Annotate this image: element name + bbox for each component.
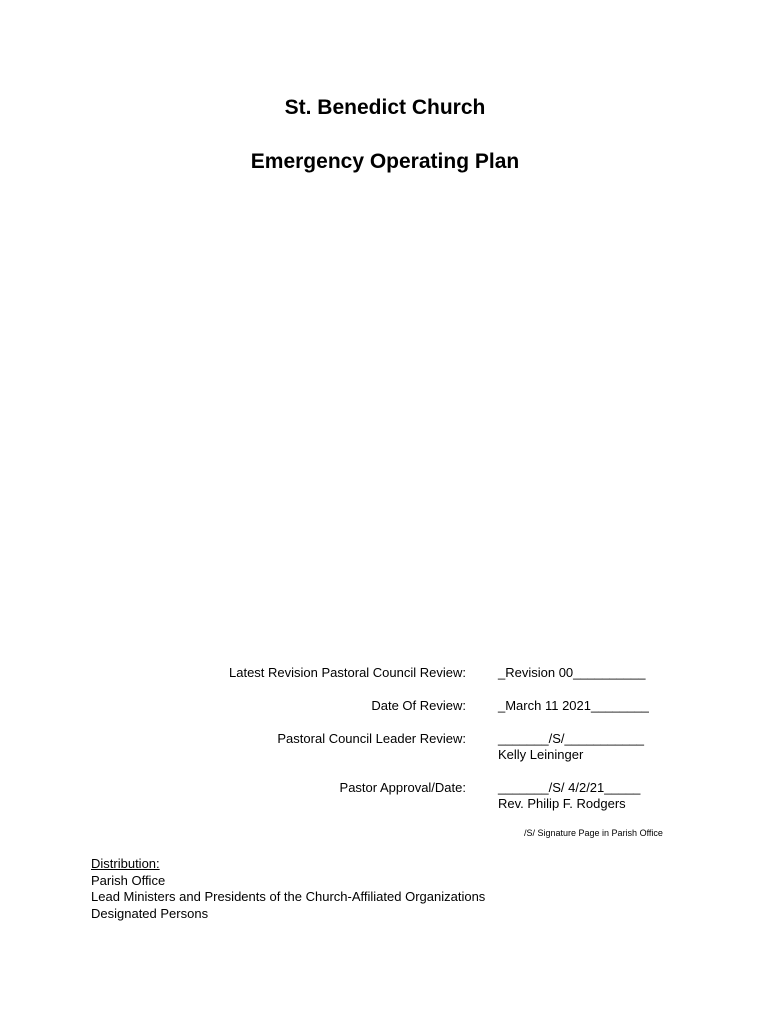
review-label: Pastor Approval/Date: [339, 780, 466, 795]
signature-note: /S/ Signature Page in Parish Office [524, 828, 663, 838]
review-label: Latest Revision Pastoral Council Review: [229, 665, 466, 680]
review-signature-value: _______/S/___________ [498, 731, 645, 746]
distribution-section [91, 856, 485, 922]
document-title: St. Benedict Church [284, 96, 486, 119]
review-label: Pastoral Council Leader Review: [277, 731, 466, 746]
document-subtitle: Emergency Operating Plan [250, 150, 520, 173]
signer-name: Kelly Leininger [498, 747, 584, 762]
distribution-item: Designated Persons [91, 905, 209, 921]
distribution-item: Parish Office [91, 872, 166, 888]
distribution-heading: Distribution: [91, 856, 160, 871]
review-value: _Revision 00__________ [498, 665, 646, 680]
signer-name: Rev. Philip F. Rodgers [498, 796, 626, 811]
review-signature-value: _______/S/ 4/2/21_____ [498, 780, 641, 795]
distribution-item: Lead Ministers and Presidents of the Church-Affiliated Organizations [91, 889, 486, 904]
review-label: Date Of Review: [371, 698, 466, 713]
review-value: _March 11 2021________ [498, 698, 649, 713]
